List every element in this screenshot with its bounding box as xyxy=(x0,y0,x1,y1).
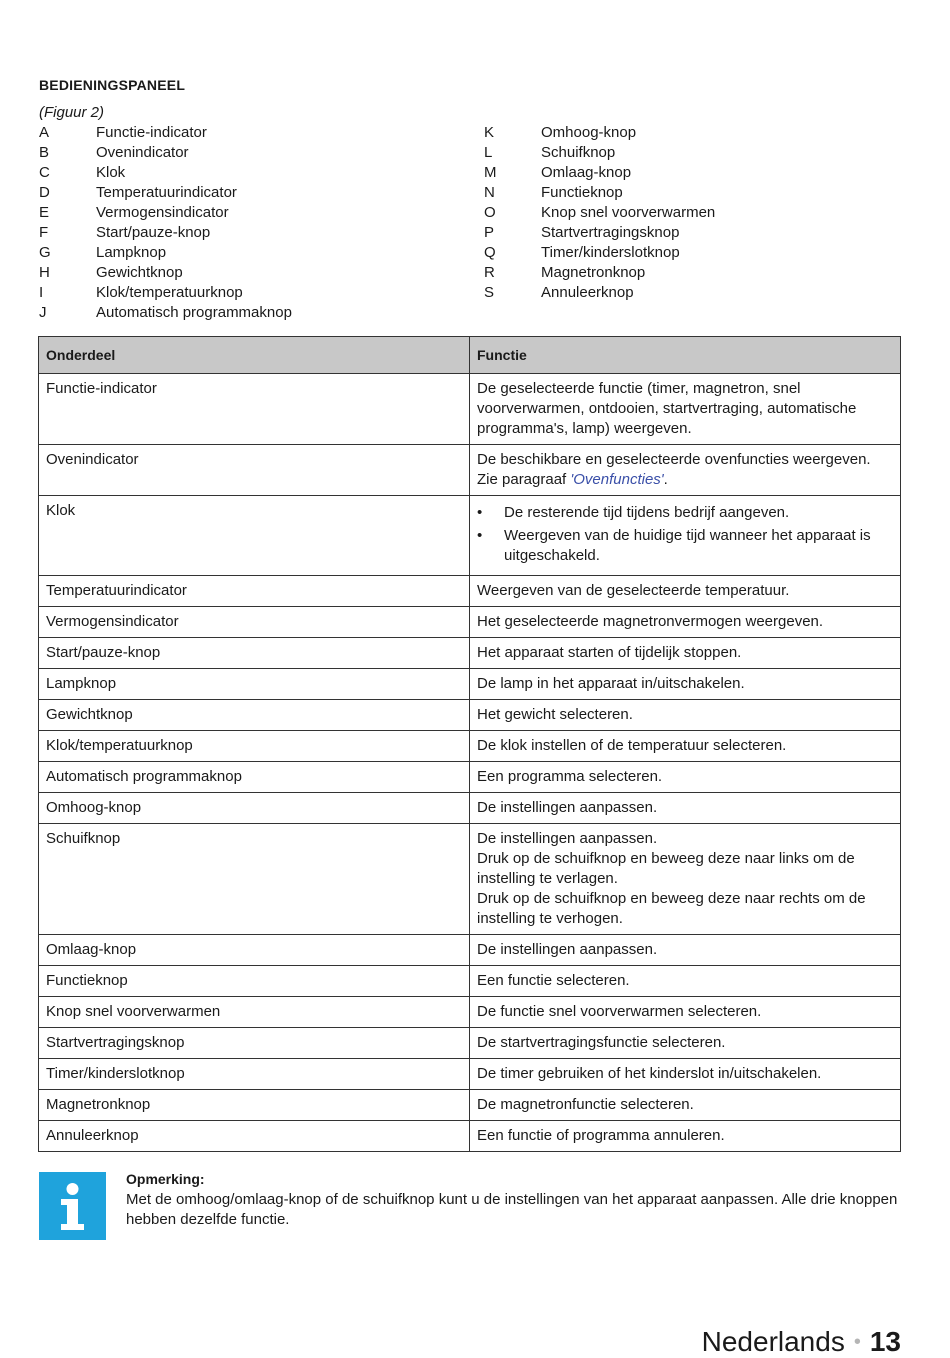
table-row xyxy=(39,1090,901,1121)
table-header-row xyxy=(39,337,901,374)
legend-letter: B xyxy=(39,144,50,161)
legend-item xyxy=(39,223,292,243)
function-cell xyxy=(470,731,901,762)
info-icon xyxy=(39,1172,106,1240)
table-row xyxy=(39,762,901,793)
legend-item xyxy=(39,283,292,303)
legend-label: Knop snel voorverwarmen xyxy=(541,204,716,221)
function-text: De geselecteerde functie (timer, magnetron, snel voorverwarmen, ontdooien, startvertraging, automatische programma's, lamp) weergeven. xyxy=(477,380,857,437)
table-row xyxy=(39,966,901,997)
legend-item xyxy=(39,123,292,143)
legend-label: Lampknop xyxy=(96,244,167,261)
table-row xyxy=(39,638,901,669)
part-cell: Functie-indicator xyxy=(39,374,470,445)
legend-letter: H xyxy=(39,264,50,281)
bullet-text: Weergeven van de huidige tijd wanneer het apparaat is uitgeschakeld. xyxy=(504,527,871,564)
function-text: De timer gebruiken of het kinderslot in/uitschakelen. xyxy=(477,1065,822,1082)
legend-label: Functieknop xyxy=(541,184,623,201)
note-text: Met de omhoog/omlaag-knop of de schuifknop kunt u de instellingen van het apparaat aanpassen. Alle drie knoppen hebben dezelfde functie. xyxy=(126,1191,898,1228)
table-row xyxy=(39,824,901,935)
table-row xyxy=(39,374,901,445)
table-row xyxy=(39,669,901,700)
legend-letter: D xyxy=(39,184,50,201)
function-text: Een functie selecteren. xyxy=(477,972,630,989)
part-cell: Omlaag-knop xyxy=(39,935,470,966)
part-cell: Schuifknop xyxy=(39,824,470,935)
legend-letter: K xyxy=(484,124,495,141)
function-line: De instellingen aanpassen. xyxy=(477,830,658,847)
legend-letter: Q xyxy=(484,244,496,261)
footer-language: Nederlands xyxy=(701,1326,845,1357)
bullet-dot: • xyxy=(477,504,483,521)
function-cell xyxy=(470,793,901,824)
legend-label: Annuleerknop xyxy=(541,284,634,301)
legend-letter: A xyxy=(39,124,50,141)
legend-label: Functie-indicator xyxy=(96,124,207,141)
function-text: De instellingen aanpassen. xyxy=(477,941,658,958)
legend-item xyxy=(39,303,292,323)
table-row xyxy=(39,607,901,638)
part-cell: Magnetronknop xyxy=(39,1090,470,1121)
legend-letter: I xyxy=(39,284,44,301)
table-row xyxy=(39,1028,901,1059)
legend-label: Timer/kinderslotknop xyxy=(541,244,680,261)
function-cell xyxy=(470,576,901,607)
function-cell xyxy=(470,935,901,966)
part-cell: Lampknop xyxy=(39,669,470,700)
part-cell: Start/pauze-knop xyxy=(39,638,470,669)
table-row xyxy=(39,997,901,1028)
legend-item xyxy=(484,203,715,223)
legend-item xyxy=(39,143,292,163)
function-cell xyxy=(470,1090,901,1121)
function-text: De klok instellen of de temperatuur selecteren. xyxy=(477,737,787,754)
table-row xyxy=(39,1059,901,1090)
function-text: De lamp in het apparaat in/uitschakelen. xyxy=(477,675,745,692)
legend-item xyxy=(484,283,715,303)
legend-letter: S xyxy=(484,284,495,301)
legend-label: Automatisch programmaknop xyxy=(96,304,292,321)
table-row xyxy=(39,1121,901,1152)
part-cell: Klok/temperatuurknop xyxy=(39,731,470,762)
function-text: De functie snel voorverwarmen selecteren. xyxy=(477,1003,762,1020)
function-text: Een functie of programma annuleren. xyxy=(477,1127,725,1144)
function-cell xyxy=(470,445,901,496)
function-cell xyxy=(470,638,901,669)
function-cell xyxy=(470,496,901,576)
part-cell: Klok xyxy=(39,496,470,576)
note-title: Opmerking: xyxy=(126,1171,205,1187)
part-cell: Functieknop xyxy=(39,966,470,997)
table-row xyxy=(39,576,901,607)
legend-letter: M xyxy=(484,164,497,181)
legend-label: Gewichtknop xyxy=(96,264,183,281)
legend-item xyxy=(39,243,292,263)
legend-letter: F xyxy=(39,224,49,241)
legend-right-column xyxy=(484,123,715,303)
legend-letter: J xyxy=(39,304,47,321)
part-cell: Omhoog-knop xyxy=(39,793,470,824)
legend-label: Omlaag-knop xyxy=(541,164,632,181)
legend-label: Vermogensindicator xyxy=(96,204,229,221)
function-suffix: . xyxy=(663,471,668,488)
function-text: Het geselecteerde magnetronvermogen weergeven. xyxy=(477,613,824,630)
table-row xyxy=(39,445,901,496)
legend-item xyxy=(39,183,292,203)
function-cell xyxy=(470,997,901,1028)
function-text: Een programma selecteren. xyxy=(477,768,663,785)
function-cell xyxy=(470,1028,901,1059)
header-part: Onderdeel xyxy=(39,337,470,374)
part-cell: Ovenindicator xyxy=(39,445,470,496)
legend-item xyxy=(484,183,715,203)
function-text: De instellingen aanpassen. xyxy=(477,799,658,816)
function-text: De startvertragingsfunctie selecteren. xyxy=(477,1034,726,1051)
function-text: De magnetronfunctie selecteren. xyxy=(477,1096,694,1113)
legend-label: Startvertragingsknop xyxy=(541,224,680,241)
bullet-item xyxy=(477,526,893,566)
legend-item xyxy=(39,163,292,183)
legend-label: Ovenindicator xyxy=(96,144,189,161)
legend-left-column xyxy=(39,123,292,323)
bullet-list xyxy=(477,503,893,566)
legend-item xyxy=(39,263,292,283)
legend-item xyxy=(484,123,715,143)
legend-item xyxy=(484,243,715,263)
legend-letter: L xyxy=(484,144,493,161)
function-cell xyxy=(470,607,901,638)
legend-item xyxy=(39,203,292,223)
part-cell: Startvertragingsknop xyxy=(39,1028,470,1059)
figure-reference: (Figuur 2) xyxy=(39,104,105,121)
legend-letter: N xyxy=(484,184,495,201)
legend-label: Klok xyxy=(96,164,126,181)
function-cell xyxy=(470,762,901,793)
table-row xyxy=(39,793,901,824)
legend-label: Magnetronknop xyxy=(541,264,646,281)
page-footer xyxy=(702,1326,901,1358)
legend-letter: P xyxy=(484,224,495,241)
function-cell xyxy=(470,966,901,997)
table-row xyxy=(39,496,901,576)
legend-item xyxy=(484,163,715,183)
function-line: Druk op de schuifknop en beweeg deze naar links om de instelling te verlagen. xyxy=(477,850,855,887)
legend-label: Temperatuurindicator xyxy=(96,184,237,201)
legend-label: Schuifknop xyxy=(541,144,616,161)
function-line: Druk op de schuifknop en beweeg deze naar rechts om de instelling te verhogen. xyxy=(477,890,866,927)
bullet-dot: • xyxy=(477,527,483,544)
function-text: De beschikbare en geselecteerde ovenfuncties weergeven. Zie paragraaf xyxy=(477,451,871,488)
legend-letter: R xyxy=(484,264,495,281)
legend-item xyxy=(484,223,715,243)
bullet-text: De resterende tijd tijdens bedrijf aangeven. xyxy=(504,504,790,521)
table-row xyxy=(39,935,901,966)
legend-label: Omhoog-knop xyxy=(541,124,637,141)
legend-letter: G xyxy=(39,244,51,261)
legend-item xyxy=(484,263,715,283)
part-cell: Temperatuurindicator xyxy=(39,576,470,607)
function-text: Het apparaat starten of tijdelijk stoppen. xyxy=(477,644,742,661)
function-cell xyxy=(470,669,901,700)
part-cell: Gewichtknop xyxy=(39,700,470,731)
bullet-item xyxy=(477,503,893,523)
function-cell xyxy=(470,1059,901,1090)
legend-letter: O xyxy=(484,204,496,221)
part-cell: Automatisch programmaknop xyxy=(39,762,470,793)
part-cell: Knop snel voorverwarmen xyxy=(39,997,470,1028)
function-cell xyxy=(470,700,901,731)
function-cell xyxy=(470,1121,901,1152)
legend-letter: C xyxy=(39,164,50,181)
legend-label: Klok/temperatuurknop xyxy=(96,284,243,301)
part-cell: Vermogensindicator xyxy=(39,607,470,638)
function-cell xyxy=(470,824,901,935)
table-row xyxy=(39,700,901,731)
part-cell: Timer/kinderslotknop xyxy=(39,1059,470,1090)
legend-letter: E xyxy=(39,204,50,221)
section-title: BEDIENINGSPANEEL xyxy=(39,77,186,93)
function-text: Het gewicht selecteren. xyxy=(477,706,633,723)
footer-separator-dot: • xyxy=(853,1330,861,1353)
function-cell xyxy=(470,374,901,445)
section-link[interactable]: 'Ovenfuncties' xyxy=(570,471,664,488)
table-row xyxy=(39,731,901,762)
parts-function-table xyxy=(38,336,901,1152)
header-function: Functie xyxy=(470,337,901,374)
function-text: Weergeven van de geselecteerde temperatuur. xyxy=(477,582,790,599)
legend-label: Start/pauze-knop xyxy=(96,224,211,241)
legend-item xyxy=(484,143,715,163)
part-cell: Annuleerknop xyxy=(39,1121,470,1152)
page-number: 13 xyxy=(869,1326,901,1357)
